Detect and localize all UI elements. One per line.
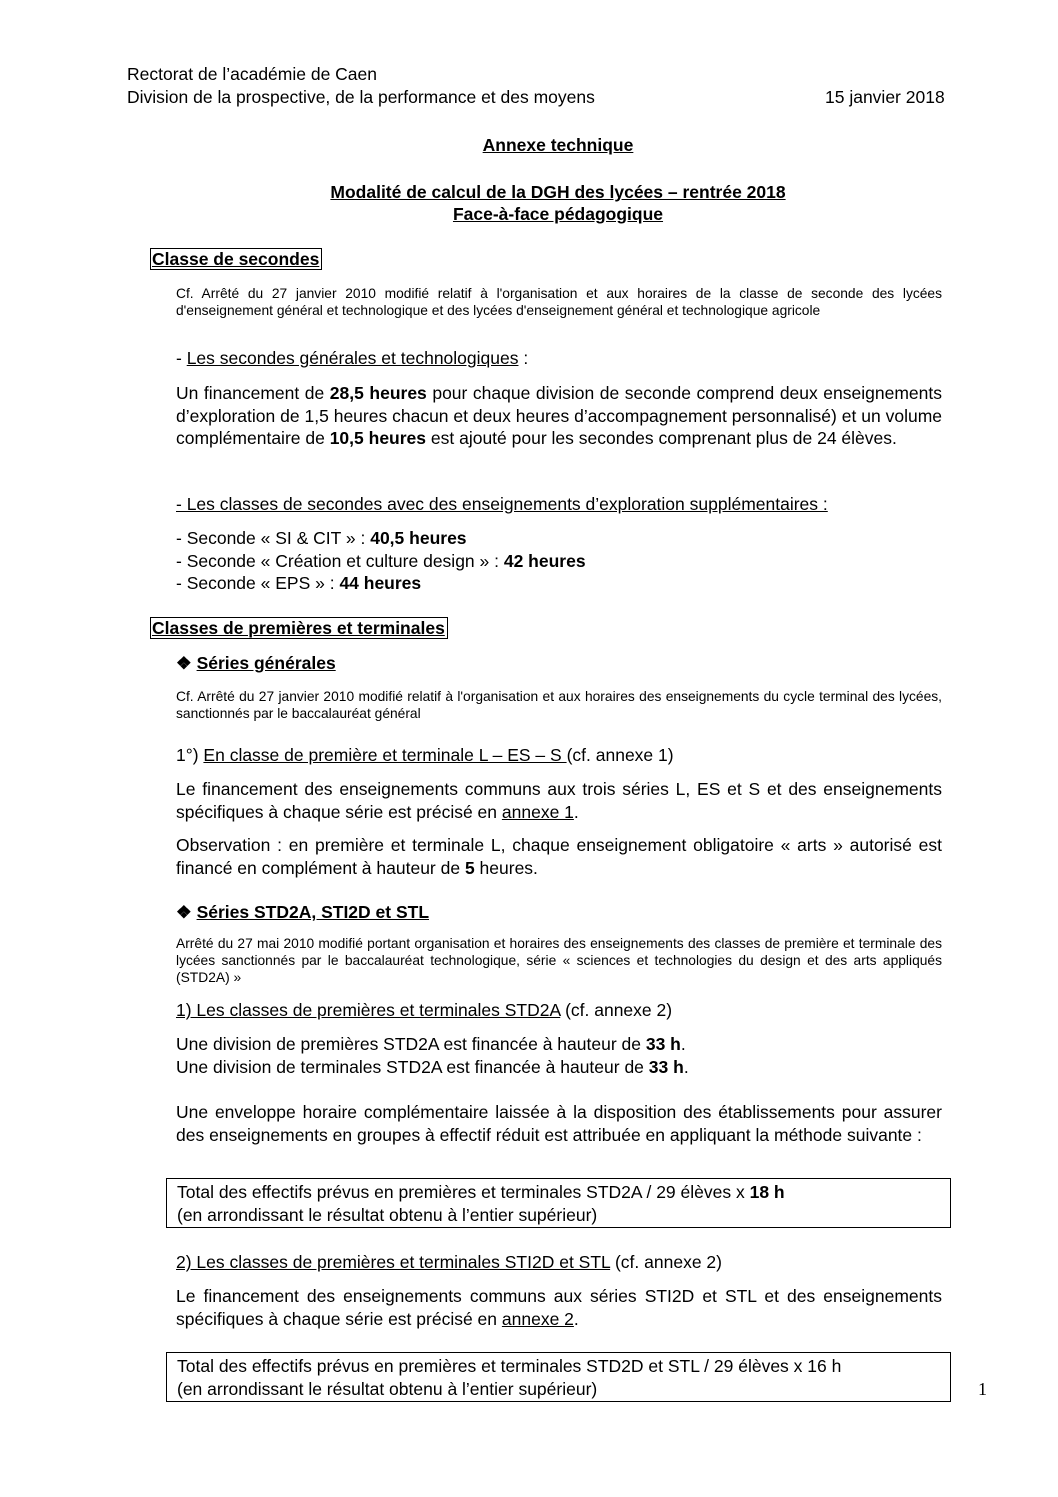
list-item-value: 40,5 heures xyxy=(370,528,467,548)
main-title: Modalité de calcul de la DGH des lycées – rentrée 2018 xyxy=(330,182,786,202)
line-dot: . xyxy=(683,1056,689,1077)
formula-box-sti2d xyxy=(166,1352,951,1402)
para-text: heures. xyxy=(474,857,538,878)
list-item-label: - Seconde « SI & CIT » : xyxy=(176,528,371,548)
line-dot: . xyxy=(680,1034,686,1054)
point-label: 1) Les classes de premières et terminales STD2A xyxy=(176,1000,561,1020)
para-text: . xyxy=(573,801,579,822)
point-sti2d-stl xyxy=(176,1252,722,1273)
para-bold-hours: 28,5 heures xyxy=(329,383,427,403)
point-l-es-s xyxy=(176,745,674,766)
list-item-label: - Seconde « EPS » : xyxy=(176,573,340,594)
formula-line: Total des effectifs prévus en premières et terminales STD2D et STL / 29 élèves x 16 h xyxy=(177,1356,842,1376)
header-date: 15 janvier 2018 xyxy=(825,87,945,107)
list-item-label: - Seconde « Création et culture design » : xyxy=(176,550,504,571)
annex-1-link[interactable]: annexe 1 xyxy=(501,801,574,822)
formula-text: Total des effectifs prévus en premières et terminales STD2A / 29 élèves x xyxy=(177,1182,750,1202)
financing-paragraph xyxy=(176,382,942,450)
subheading-colon: : xyxy=(518,348,529,368)
formula-note: (en arrondissant le résultat obtenu à l’entier supérieur) xyxy=(177,1378,598,1399)
envelope-paragraph: Une enveloppe horaire complémentaire laissée à la disposition des établissements pour assurer des enseignements en groupes à effectif réduit est attribuée en appliquant la méthode suivante : xyxy=(176,1102,942,1145)
para-text: Le financement des enseignements communs aux trois séries L, ES et S et des enseignements spécifiques à chaque série est précisé en xyxy=(176,779,942,822)
para-text: Le financement des enseignements communs aux séries STI2D et STL et des enseignements spécifiques à chaque série est précisé en xyxy=(176,1286,942,1329)
page-number: 1 xyxy=(978,1379,987,1399)
header-division: Division de la prospective, de la performance et des moyens xyxy=(127,87,595,107)
point-annex-ref: (cf. annexe 1) xyxy=(566,745,674,765)
reference-text-generales: Cf. Arrêté du 27 janvier 2010 modifié relatif à l'organisation et aux horaires des enseignements du cycle terminal des lycées, sanctionnés par le baccalauréat général xyxy=(176,689,942,721)
annex-2-link[interactable]: annexe 2 xyxy=(501,1308,574,1329)
division-line-premieres xyxy=(176,1033,689,1056)
diamond-bullet-icon: ❖ xyxy=(176,902,192,922)
para-bold-hours: 5 xyxy=(464,857,475,878)
subsection-series-techno xyxy=(176,902,429,923)
line-text: Une division de premières STD2A est financée à hauteur de xyxy=(176,1034,646,1054)
point-label: En classe de première et terminale L – ES – S xyxy=(203,745,567,765)
line-bold-hours: 33 h xyxy=(645,1034,681,1054)
para-text: . xyxy=(573,1308,579,1329)
para-text: Observation : en première et terminale L, chaque enseignement obligatoire « arts » autorisé est financé en complément à hauteur de xyxy=(176,835,942,878)
observation-paragraph xyxy=(176,834,942,879)
section-heading-secondes: Classe de secondes xyxy=(150,248,322,270)
formula-bold-hours: 18 h xyxy=(749,1182,785,1202)
subheading-dash: - xyxy=(176,348,187,368)
para-bold-hours: 10,5 heures xyxy=(329,428,427,449)
point-annex-ref: (cf. annexe 2) xyxy=(610,1252,722,1272)
list-item xyxy=(176,527,586,550)
point-annex-ref: (cf. annexe 2) xyxy=(560,1000,673,1020)
list-item-value: 44 heures xyxy=(339,573,422,594)
point-prefix: 1°) xyxy=(176,745,204,765)
subsection-label: Séries STD2A, STI2D et STL xyxy=(196,902,430,922)
list-item-value: 42 heures xyxy=(503,550,586,571)
annex-title: Annexe technique xyxy=(482,135,634,155)
para-text: Un financement de xyxy=(176,383,330,403)
list-item xyxy=(176,572,586,595)
formula-note: (en arrondissant le résultat obtenu à l’entier supérieur) xyxy=(177,1204,598,1225)
subheading-secondes-generales xyxy=(176,348,528,369)
header-institution: Rectorat de l’académie de Caen xyxy=(127,64,378,84)
generales-financing-paragraph xyxy=(176,778,942,823)
subsection-series-generales xyxy=(176,653,336,674)
point-label: 2) Les classes de premières et terminales STI2D et STL xyxy=(176,1252,611,1272)
para-text: pour chaque division de seconde comprend deux enseignements d’exploration de 1,5 heures chacun et deux heures d’accompagnement personnalisé) et un volume complémentaire de xyxy=(176,383,942,449)
exploration-list xyxy=(176,527,586,595)
reference-text-secondes: Cf. Arrêté du 27 janvier 2010 modifié relatif à l'organisation et aux horaires de la classe de seconde des lycées d'enseignement général et technologique et des lycées d'enseignement général et technologique agricole xyxy=(176,286,942,318)
point-std2a xyxy=(176,1000,672,1021)
formula-line xyxy=(177,1181,950,1204)
reference-text-techno: Arrêté du 27 mai 2010 modifié portant organisation et horaires des enseignements des classes de première et terminale des lycées sanctionnés par le baccalauréat technologique, série « sciences et technologies du design et des arts appliqués (STD2A) » xyxy=(176,936,942,985)
sti2d-financing-paragraph xyxy=(176,1285,942,1330)
sub-title: Face-à-face pédagogique xyxy=(452,204,664,224)
para-text: est ajouté pour les secondes comprenant plus de 24 élèves. xyxy=(426,428,897,449)
subsection-label: Séries générales xyxy=(196,653,336,673)
diamond-bullet-icon: ❖ xyxy=(176,653,192,673)
section-heading-premieres: Classes de premières et terminales xyxy=(150,617,448,639)
subheading-label: Les secondes générales et technologiques xyxy=(186,348,519,368)
line-text: Une division de terminales STD2A est financée à hauteur de xyxy=(176,1056,649,1077)
std2a-division-lines xyxy=(176,1033,689,1078)
division-line-terminales xyxy=(176,1056,689,1079)
formula-box-std2a xyxy=(166,1178,951,1228)
list-item xyxy=(176,550,586,573)
line-bold-hours: 33 h xyxy=(648,1056,684,1077)
subheading-exploration: - Les classes de secondes avec des enseignements d’exploration supplémentaires : xyxy=(176,494,828,514)
